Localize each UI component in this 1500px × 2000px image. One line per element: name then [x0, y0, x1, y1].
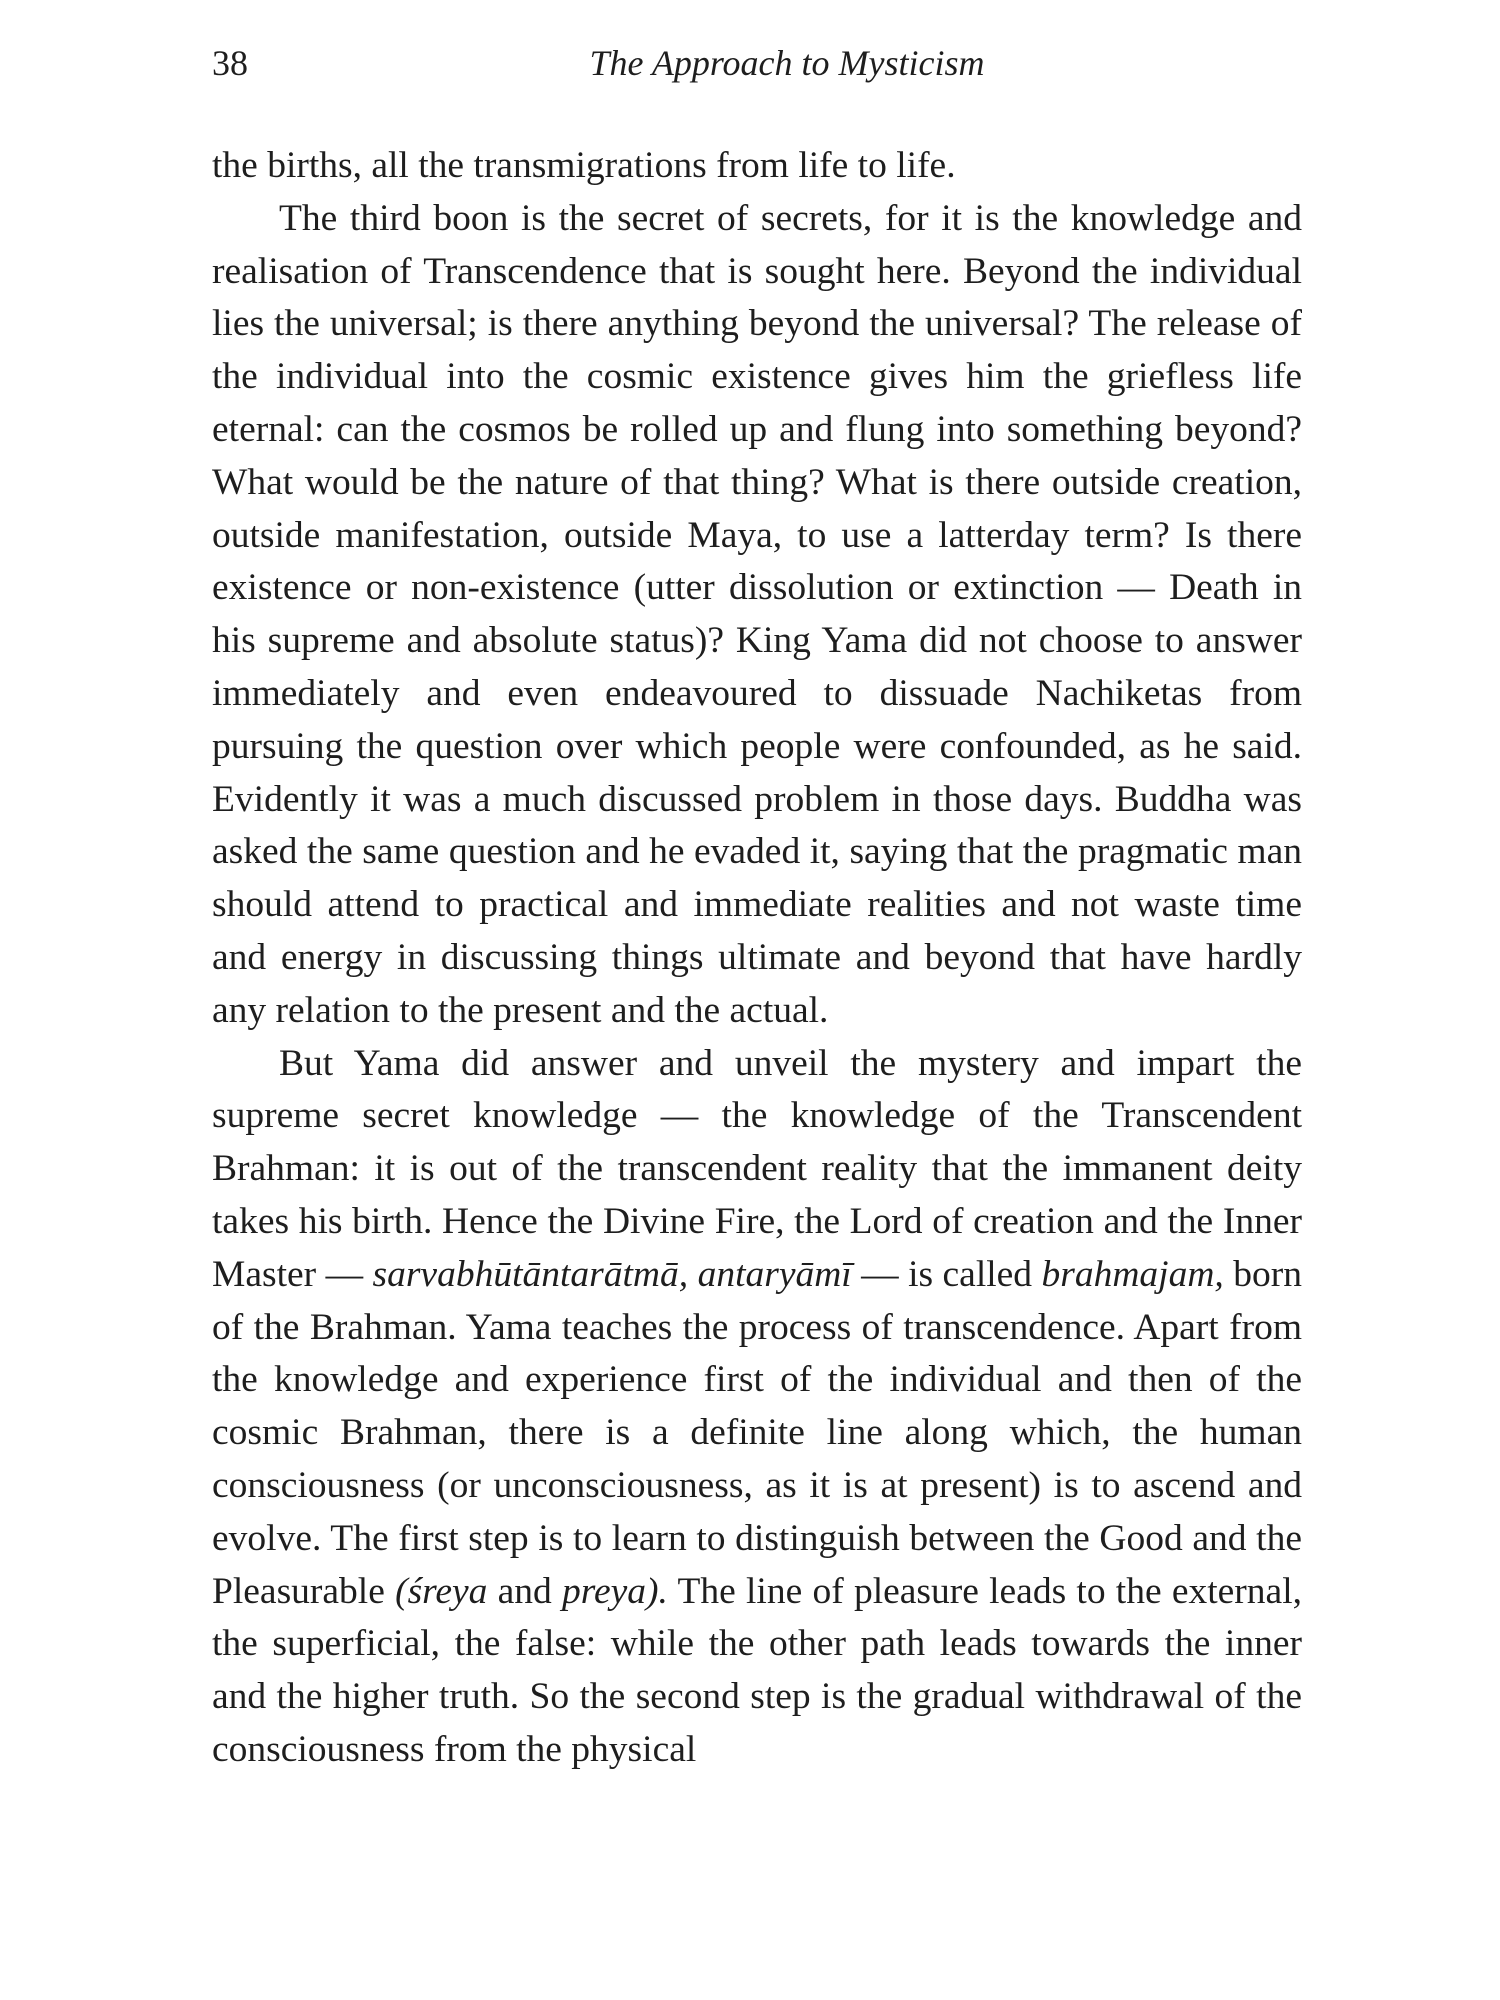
text-run: born of the Brahman. Yama teaches the process of transcendence. Apart from the knowledge and experience first of the individual and then of the cosmic Brahman, there is a definite line along which, the human consciousness (or unconsciousness, as it is at present) is to ascend and evolve. The first step is to learn to distinguish between the Good and the Pleasurable: [212, 1253, 1302, 1612]
page-number: 38: [212, 43, 248, 83]
paragraph-continuation: the births, all the transmigrations from life to life.: [212, 145, 956, 186]
running-header: [212, 38, 1302, 88]
sanskrit-term: sarvabhūtāntarātmā, antaryāmī: [372, 1253, 852, 1295]
body-text: [212, 140, 1302, 1777]
text-run: But Yama did answer and unveil the mystery and impart the supreme secret knowledge — the knowledge of the Transcendent Brahman: it is out of the transcendent reality that the immanent deity takes his birth. Hence the Divine Fire, the Lord of creation and the Inner Master —: [212, 1042, 1302, 1295]
sanskrit-term: brahmajam,: [1041, 1253, 1224, 1295]
paragraph-yama-answer: [212, 1038, 1302, 1777]
text-run: and: [487, 1570, 563, 1612]
sanskrit-term: preya).: [562, 1570, 668, 1612]
running-title: The Approach to Mysticism: [589, 43, 985, 83]
text-run: — is called: [851, 1253, 1042, 1295]
paragraph-third-boon: The third boon is the secret of secrets, for it is the knowledge and realisation of Transcendence that is sought here. Beyond the individual lies the universal; is there anything beyond the universal? The release of the individual into the cosmic existence gives him the griefless life eternal: can the cosmos be rolled up and flung into something beyond? What would be the nature of that thing? What is there outside creation, outside manifestation, outside Maya, to use a latterday term? Is there existence or non-existence (utter dissolution or extinction — Death in his supreme and absolute status)? King Yama did not choose to answer immediately and even endeavoured to dissuade Nachiketas from pursuing the question over which people were confounded, as he said. Evidently it was a much discussed problem in those days. Buddha was asked the same question and he evaded it, saying that the pragmatic man should attend to practical and immediate realities and not waste time and energy in discussing things ultimate and beyond that have hardly any relation to the present and the actual.: [212, 197, 1302, 1031]
sanskrit-term: (śreya: [395, 1570, 488, 1612]
text-run: The line of pleasure leads to the external, the superficial, the false: while the other path leads towards the inner and the higher truth. So the second step is the gradual withdrawal of the consciousness from the physical: [212, 1570, 1302, 1770]
